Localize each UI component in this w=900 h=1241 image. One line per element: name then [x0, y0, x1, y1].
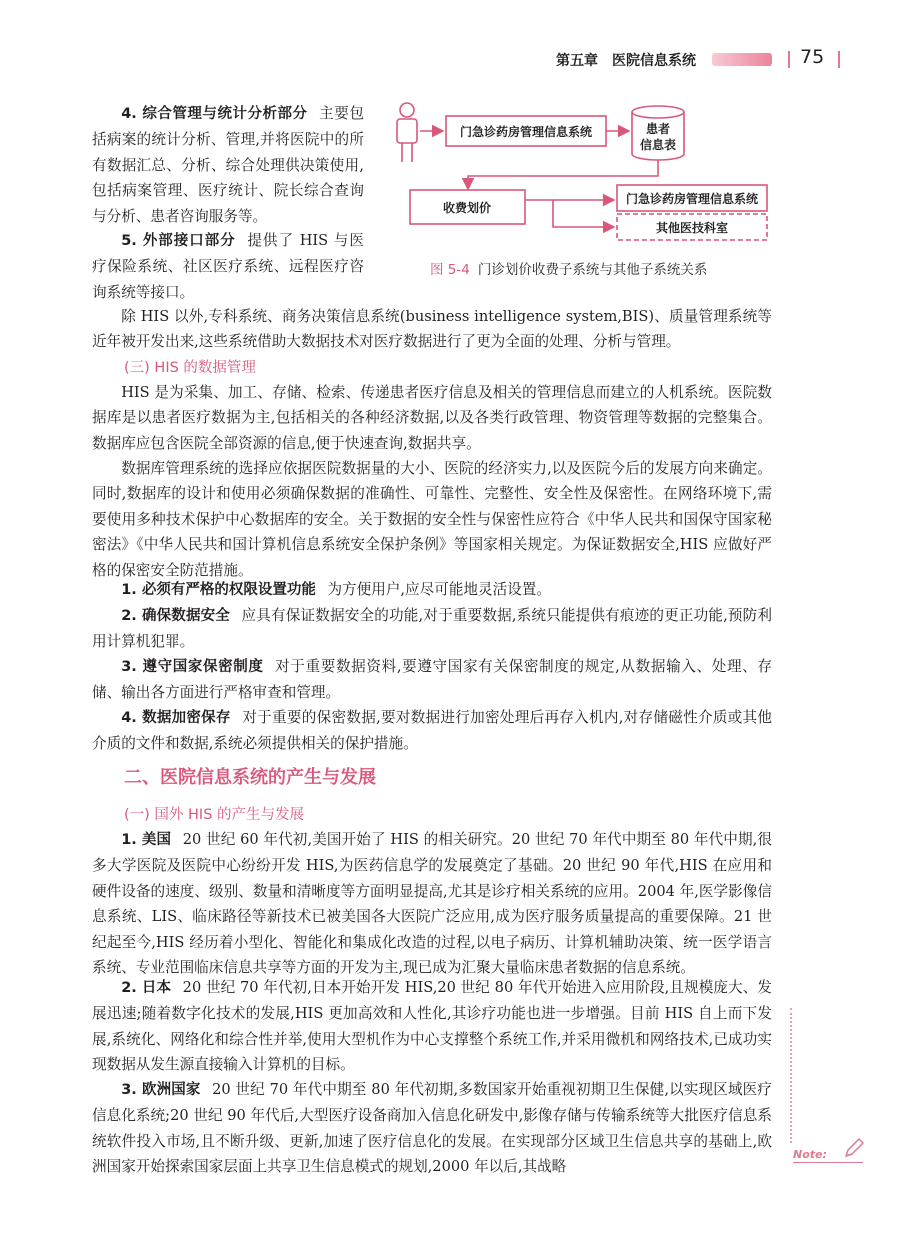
item-heading: 1. 美国 — [121, 832, 172, 848]
history-usa: 1. 美国 20 世纪 60 年代初,美国开始了 HIS 的相关研究。20 世纪 70 年代中期至 80 年代中期,很多大学医院及医院中心纷纷开发 HIS,为医药信息学的发展奠定了基础。20 世纪 90 年代,HIS 在应用和硬件设备的速度、级别、数量和清晰度等方面明显提高,尤其是诊疗相关系统的应用。2004 年,医学影像信息系统、LIS、临床路径等新技术已被美国各大医院广泛应用,成为医疗服务质量提高的重要保障。21 世纪起至今,HIS 经历着小型化、智能化和集成化改造的过程,以电子病历、计算机辅助决策、统一医学语言系统、专业范围临床信息共享等方面的开发为主,现已成为汇聚大量临床患者数据的信息系统。 — [92, 831, 772, 977]
item-heading: 3. 遵守国家保密制度 — [121, 659, 264, 675]
item-heading: 5. 外部接口部分 — [121, 233, 236, 249]
figure-number: 图 5-4 — [430, 262, 470, 278]
intro-paragraph-6: 除 HIS 以外,专科系统、商务决策信息系统(business intelligence system,BIS)、质量管理系统等近年被开发出来,这些系统借助大数据技术对医疗数据进行了更为全面的处理、分析与管理。 — [92, 308, 772, 351]
chapter-title: 第五章 医院信息系统 — [556, 53, 696, 69]
history-europe: 3. 欧洲国家 20 世纪 70 年代中期至 80 年代初期,多数国家开始重视初期卫生保健,以实现区域医疗信息化系统;20 世纪 90 年代后,大型医疗设备商加入信息化研发中,影像存储与传输系统等大批医疗信息系统软件投入市场,且不断升级、更新,加速了医疗信息化的发展。在实现部分区域卫生信息共享的基础上,欧洲国家开始探索国家层面上共享卫生信息模式的规划,2000 年以后,其战略 — [92, 1081, 772, 1176]
subsection-title-foreign-his: (一) 国外 HIS 的产生与发展 — [124, 807, 305, 823]
security-item-1: 1. 必须有严格的权限设置功能 为方便用户,应尽可能地灵活设置。 — [121, 581, 551, 598]
header-separator — [788, 51, 790, 68]
item-heading: 2. 确保数据安全 — [121, 608, 230, 624]
margin-note-label: Note: — [793, 1148, 827, 1161]
item-heading: 2. 日本 — [121, 980, 172, 996]
figure-caption-text: 门诊划价收费子系统与其他子系统关系 — [477, 262, 708, 278]
figure-5-4-diagram — [388, 96, 778, 256]
patient-info-label-1: 患者 — [645, 122, 671, 136]
section-title-history: 二、医院信息系统的产生与发展 — [124, 767, 376, 788]
intro-paragraph-5: 5. 外部接口部分 提供了 HIS 与医疗保险系统、社区医疗系统、远程医疗咨询系统等接口。 — [92, 232, 364, 301]
data-management-paragraph-1: HIS 是为采集、加工、存储、检索、传递患者医疗信息及相关的管理信息而建立的人机系统。医院数据库是以患者医疗数据为主,包括相关的各种经济数据,以及各类行政管理、物资管理等数据的完整集合。数据库应包含医院全部资源的信息,便于快速查询,数据共享。 — [92, 384, 772, 452]
item-heading: 1. 必须有严格的权限设置功能 — [121, 582, 316, 598]
patient-info-label-2: 信息表 — [639, 138, 677, 152]
data-management-paragraph-2: 数据库管理系统的选择应依据医院数据量的大小、医院的经济实力,以及医院今后的发展方向来确定。同时,数据库的设计和使用必须确保数据的准确性、可靠性、完整性、安全性及保密性。在网络环境下,需要使用多种技术保护中心数据库的安全。关于数据的安全性与保密性应符合《中华人民共和国保守国家秘密法》《中华人民共和国计算机信息系统安全保护条例》等国家相关规定。为保证数据安全,HIS 应做好严格的保密安全防范措施。 — [92, 460, 772, 579]
pen-icon — [842, 1136, 864, 1160]
security-item-2: 2. 确保数据安全 应具有保证数据安全的功能,对于重要数据,系统只能提供有痕迹的更正功能,预防利用计算机犯罪。 — [92, 607, 773, 651]
box-billing-label: 收费划价 — [442, 201, 492, 215]
subsection-title-data-management: (三) HIS 的数据管理 — [124, 360, 256, 376]
intro-paragraph-4: 4. 综合管理与统计分析部分 主要包括病案的统计分析、管理,并将医院中的所有数据汇总、分析、综合处理供决策使用,包括病案管理、医疗统计、院长综合查询与分析、患者咨询服务等。 — [92, 105, 364, 225]
box-pharmacy-top-label: 门急诊药房管理信息系统 — [459, 125, 593, 139]
page-number: 75 — [800, 46, 825, 68]
item-heading: 4. 综合管理与统计分析部分 — [121, 106, 308, 122]
security-item-4: 4. 数据加密保存 对于重要的保密数据,要对数据进行加密处理后再存入机内,对存储磁性介质或其他介质的文件和数据,系统必须提供相关的保护措施。 — [92, 709, 773, 753]
item-heading: 3. 欧洲国家 — [121, 1082, 201, 1098]
header-decoration-bar — [712, 53, 772, 66]
header-separator-right — [838, 51, 840, 68]
margin-note-dotted-rule — [790, 1008, 792, 1143]
person-icon — [397, 103, 417, 162]
margin-note-line — [793, 1162, 863, 1163]
history-japan: 2. 日本 20 世纪 70 年代初,日本开始开发 HIS,20 世纪 80 年代开始进入应用阶段,且规模庞大、发展迅速;随着数字化技术的发展,HIS 更加高效和人性化,其诊疗功能也进一步增强。目前 HIS 自上而下发展,系统化、网络化和综合性并举,使用大型机作为中心支撑整个系统工作,并采用微机和网络技术,已成功实现数据从发生源直接输入计算机的目标。 — [92, 979, 772, 1074]
box-pharmacy-right-label: 门急诊药房管理信息系统 — [625, 192, 759, 206]
security-item-3: 3. 遵守国家保密制度 对于重要数据资料,要遵守国家有关保密制度的规定,从数据输入、处理、存储、输出各方面进行严格审查和管理。 — [92, 658, 772, 702]
item-heading: 4. 数据加密保存 — [121, 710, 231, 726]
box-other-departments-label: 其他医技科室 — [655, 221, 729, 235]
figure-caption — [430, 258, 707, 278]
